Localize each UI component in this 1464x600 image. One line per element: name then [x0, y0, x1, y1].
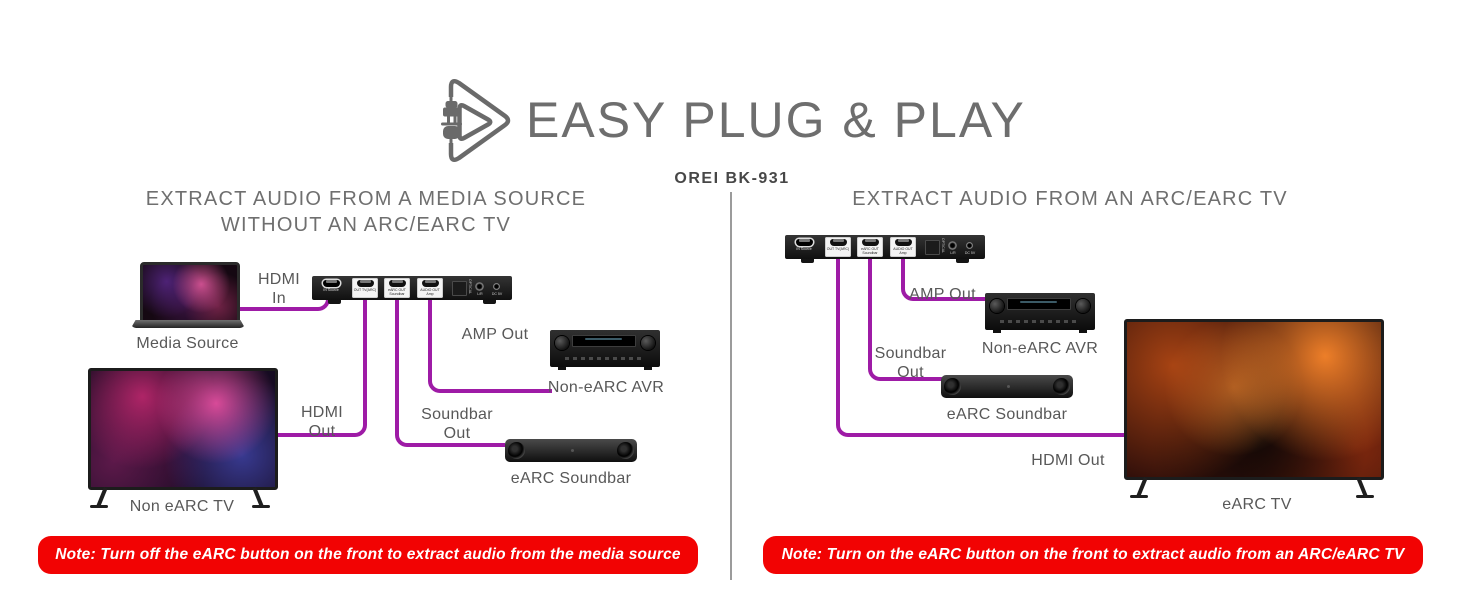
hdmi-port-icon: [830, 239, 847, 246]
soundbar-led: [1007, 385, 1010, 388]
amp-out-right-label: AMP Out: [909, 286, 976, 303]
optical-port: [452, 281, 467, 296]
amp-out-left-label: AMP Out: [461, 326, 529, 343]
hdmi-out-tv-port: OUT TV(ARC): [825, 237, 851, 257]
avr-foot: [1079, 330, 1087, 333]
note-banner-left: Note: Turn off the eARC button on the front to extract audio from the media source: [38, 536, 698, 574]
dc-jack: [966, 242, 973, 249]
earc-out-soundbar-port: eARC OUT Soundbar: [857, 237, 883, 257]
non-earc-avr-left: [550, 330, 660, 367]
soundbar-out-right-label: Soundbar Out: [874, 345, 947, 381]
earc-soundbar-right: [941, 375, 1073, 398]
hdmi-port-icon: [357, 280, 374, 287]
avr-foot: [558, 367, 566, 370]
earc-soundbar-left: [505, 439, 637, 462]
hdmi-out-tv-port: OUT TV(ARC): [352, 278, 378, 298]
earc-soundbar-left-label: eARC Soundbar: [510, 470, 632, 487]
device-foot: [801, 259, 814, 263]
optical-label: OPTICAL: [468, 279, 472, 294]
non-earc-avr-right: [985, 293, 1095, 330]
earc-tv-label: eARC TV: [1222, 496, 1292, 513]
avr-knob: [1076, 299, 1090, 313]
non-earc-avr-left-label: Non-eARC AVR: [547, 379, 665, 396]
hdmi-in-port: IN Source: [318, 278, 344, 298]
soundbar-speaker: [944, 378, 961, 395]
hdmi-port-icon: [323, 280, 340, 287]
tv-foot: [1130, 495, 1148, 498]
lr-label: L/R: [477, 292, 483, 296]
avr-knob: [990, 299, 1004, 313]
soundbar-speaker: [508, 442, 525, 459]
avr-foot: [644, 367, 652, 370]
avr-display: [1007, 298, 1071, 310]
device-foot: [328, 300, 341, 304]
lr-jack: [475, 282, 484, 291]
header: [420, 74, 1044, 188]
bk931-extractor-right: [785, 235, 985, 259]
non-earc-avr-right-label: Non-eARC AVR: [981, 340, 1099, 357]
device-foot: [483, 300, 496, 304]
model-subtitle: OREI BK-931: [674, 170, 790, 187]
soundbar-out-left-label: Soundbar Out: [421, 406, 493, 442]
tv-foot: [1356, 495, 1374, 498]
dc-jack: [493, 283, 500, 290]
earc-tv: [1124, 319, 1384, 480]
avr-display: [572, 335, 636, 347]
dc-label: DC 5V: [491, 292, 503, 296]
earc-out-soundbar-port: eARC OUT Soundbar: [384, 278, 410, 298]
non-earc-tv-label: Non eARC TV: [129, 498, 235, 515]
cable-amp-out-left: [428, 300, 552, 393]
hdmi-out-left-label: HDMI Out: [300, 404, 344, 440]
optical-port: [925, 240, 940, 255]
hdmi-out-right-label: HDMI Out: [1031, 452, 1105, 469]
soundbar-led: [571, 449, 574, 452]
avr-knob: [555, 336, 569, 350]
dc-label: DC 5V: [964, 251, 976, 255]
laptop-base: [131, 320, 245, 328]
lr-label: L/R: [950, 251, 956, 255]
soundbar-speaker: [1053, 378, 1070, 395]
avr-buttons: [565, 357, 644, 360]
non-earc-tv: [88, 368, 278, 490]
audio-out-amp-port: AUDIO OUT Amp: [890, 237, 916, 257]
hdmi-port-icon: [796, 239, 813, 246]
device-foot: [956, 259, 969, 263]
avr-knob: [641, 336, 655, 350]
hdmi-in-label: HDMI In: [257, 271, 301, 307]
hdmi-port-icon: [895, 239, 912, 246]
hdmi-in-port: IN Source: [791, 237, 817, 257]
plug-play-icon: [420, 74, 512, 166]
lr-jack: [948, 241, 957, 250]
bk931-extractor-left: [312, 276, 512, 300]
avr-buttons: [1000, 320, 1079, 323]
note-banner-right: Note: Turn on the eARC button on the front to extract audio from an ARC/eARC TV: [763, 536, 1423, 574]
hdmi-port-icon: [389, 280, 406, 287]
section-divider: [730, 192, 732, 580]
media-source-label: Media Source: [136, 335, 239, 352]
media-source-laptop: [140, 262, 240, 323]
avr-foot: [993, 330, 1001, 333]
left-section-title: EXTRACT AUDIO FROM A MEDIA SOURCE WITHOUT AN ARC/EARC TV: [145, 188, 587, 236]
audio-out-amp-port: AUDIO OUT Amp: [417, 278, 443, 298]
page-title: EASY PLUG & PLAY: [526, 92, 1026, 148]
hdmi-port-icon: [422, 280, 439, 287]
hdmi-port-icon: [862, 239, 879, 246]
right-section-title: EXTRACT AUDIO FROM AN ARC/EARC TV: [852, 188, 1288, 210]
earc-soundbar-right-label: eARC Soundbar: [946, 406, 1068, 423]
soundbar-speaker: [617, 442, 634, 459]
optical-label: OPTICAL: [941, 238, 945, 253]
